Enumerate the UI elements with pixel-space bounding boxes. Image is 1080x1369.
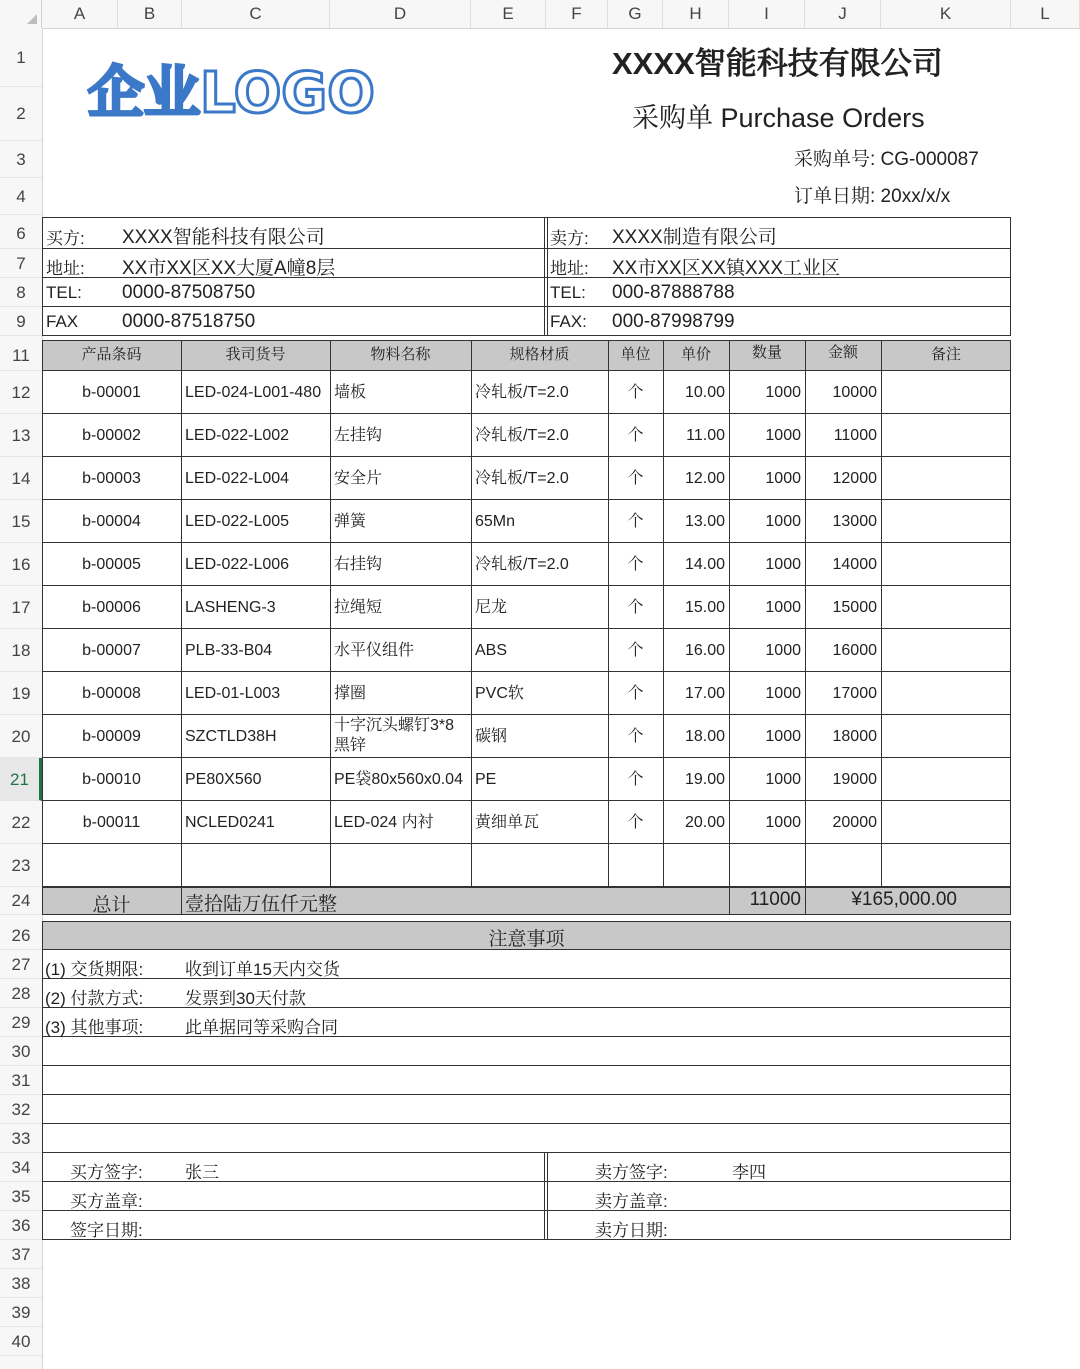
cell-qty[interactable]: 1000 xyxy=(765,513,801,530)
row-header[interactable]: 29 xyxy=(0,1008,42,1037)
column-header-k[interactable]: K xyxy=(881,0,1011,28)
cell-qty[interactable]: 1000 xyxy=(765,685,801,702)
cell-amount[interactable]: 19000 xyxy=(832,771,877,788)
cell-barcode[interactable]: b-00001 xyxy=(82,384,141,401)
row-header[interactable]: 4 xyxy=(0,178,42,215)
row-header[interactable]: 14 xyxy=(0,457,42,500)
note-text-delivery[interactable]: 收到订单15天内交货 xyxy=(185,960,340,979)
row-header[interactable]: 17 xyxy=(0,586,42,629)
cell-qty[interactable]: 1000 xyxy=(765,771,801,788)
column-header-j[interactable]: J xyxy=(805,0,881,28)
row-header[interactable]: 13 xyxy=(0,414,42,457)
cell-material-name[interactable]: 撑圈 xyxy=(334,685,367,702)
cell-material-name[interactable]: 墙板 xyxy=(334,384,367,401)
column-header-f[interactable]: F xyxy=(546,0,608,28)
col-header-amount: 金额 xyxy=(827,344,858,361)
cell-item-no[interactable]: LED-022-L004 xyxy=(185,470,290,487)
cell-unit-price[interactable]: 12.00 xyxy=(684,470,725,487)
seller-label: 卖方: xyxy=(550,229,589,248)
note-label-delivery: (1) 交货期限: xyxy=(45,960,144,979)
row-header[interactable]: 12 xyxy=(0,371,42,414)
buyer-seal-label: 买方盖章: xyxy=(70,1192,143,1211)
cell-item-no[interactable]: LED-022-L005 xyxy=(185,513,290,530)
row-header[interactable]: 6 xyxy=(0,219,42,249)
select-all-corner[interactable] xyxy=(0,0,42,28)
total-quantity[interactable]: 11000 xyxy=(749,889,801,910)
cell-unit[interactable]: 个 xyxy=(627,728,644,745)
cell-unit[interactable]: 个 xyxy=(627,427,644,444)
cell-item-no[interactable]: LED-022-L002 xyxy=(185,427,290,444)
cell-item-no[interactable]: LED-024-L001-480 xyxy=(185,384,322,401)
cell-qty[interactable]: 1000 xyxy=(765,814,801,831)
seller-tel-label: TEL: xyxy=(550,283,586,302)
cell-amount[interactable]: 15000 xyxy=(832,599,877,616)
notes-title: 注意事项 xyxy=(488,929,565,950)
cell-barcode[interactable]: b-00005 xyxy=(82,556,141,573)
cell-spec[interactable]: 冷轧板/T=2.0 xyxy=(475,427,569,444)
cell-material-name[interactable]: 弹簧 xyxy=(334,513,367,530)
svg-text:企业LOGO: 企业LOGO xyxy=(88,61,375,126)
cell-unit-price[interactable]: 17.00 xyxy=(684,685,725,702)
row-header[interactable]: 32 xyxy=(0,1095,42,1124)
cell-amount[interactable]: 18000 xyxy=(832,728,877,745)
cell-item-no[interactable]: LED-022-L006 xyxy=(185,556,290,573)
seller-address[interactable]: XX市XX区XX镇XXX工业区 xyxy=(612,258,841,279)
cell-item-no[interactable]: SZCTLD38H xyxy=(185,728,277,745)
cell-item-no[interactable]: LED-01-L003 xyxy=(185,685,281,702)
cell-spec[interactable]: 冷轧板/T=2.0 xyxy=(475,470,569,487)
col-header-unit: 单位 xyxy=(620,346,651,363)
cell-item-no[interactable]: NCLED0241 xyxy=(185,814,275,831)
cell-unit-price[interactable]: 13.00 xyxy=(684,513,725,530)
cell-material-name[interactable]: LED-024 内衬 xyxy=(334,814,434,831)
buyer-sign-label: 买方签字: xyxy=(70,1163,143,1182)
column-header-l[interactable]: L xyxy=(1011,0,1080,28)
cell-barcode[interactable]: b-00011 xyxy=(82,814,141,831)
note-label-other: (3) 其他事项: xyxy=(45,1018,144,1037)
cell-unit-price[interactable]: 18.00 xyxy=(684,728,725,745)
cell-material-name[interactable]: 左挂钩 xyxy=(334,427,383,444)
cell-unit-price[interactable]: 20.00 xyxy=(684,814,725,831)
row-header[interactable]: 7 xyxy=(0,249,42,278)
column-header-bar xyxy=(0,0,1080,29)
cell-amount[interactable]: 13000 xyxy=(832,513,877,530)
col-header-spec: 规格材质 xyxy=(509,346,570,363)
row-header[interactable]: 30 xyxy=(0,1037,42,1066)
cell-barcode[interactable]: b-00008 xyxy=(82,685,141,702)
row-header[interactable]: 15 xyxy=(0,500,42,543)
buyer-signature[interactable]: 张三 xyxy=(185,1163,219,1182)
cell-spec[interactable]: PE xyxy=(475,771,497,788)
row-header-bar xyxy=(0,28,43,1369)
buyer-tel-label: TEL: xyxy=(46,283,82,302)
buyer-fax[interactable]: 0000-87518750 xyxy=(122,311,256,332)
cell-spec[interactable]: 尼龙 xyxy=(475,599,508,616)
row-header[interactable]: 3 xyxy=(0,141,42,178)
cell-unit-price[interactable]: 14.00 xyxy=(684,556,725,573)
col-header-remark: 备注 xyxy=(930,346,961,363)
row-header[interactable]: 27 xyxy=(0,950,42,979)
cell-qty[interactable]: 1000 xyxy=(765,556,801,573)
seller-tel[interactable]: 000-87888788 xyxy=(612,282,735,303)
col-header-qty: 数量 xyxy=(751,344,782,361)
row-header[interactable]: 35 xyxy=(0,1182,42,1211)
cell-amount[interactable]: 14000 xyxy=(832,556,877,573)
total-amount[interactable]: ¥165,000.00 xyxy=(851,889,957,910)
buyer-fax-label: FAX xyxy=(46,312,79,331)
cell-barcode[interactable]: b-00002 xyxy=(82,427,141,444)
row-header[interactable]: 16 xyxy=(0,543,42,586)
row-header[interactable]: 20 xyxy=(0,715,42,758)
seller-fax[interactable]: 000-87998799 xyxy=(612,311,735,332)
cell-unit-price[interactable]: 11.00 xyxy=(686,427,725,444)
seller-name[interactable]: XXXX制造有限公司 xyxy=(612,227,777,248)
buyer-date-label: 签字日期: xyxy=(70,1221,143,1240)
buyer-tel[interactable]: 0000-87508750 xyxy=(122,282,256,303)
note-label-payment: (2) 付款方式: xyxy=(45,989,144,1008)
buyer-address[interactable]: XX市XX区XX大厦A幢8层 xyxy=(122,258,336,279)
buyer-address-label: 地址: xyxy=(46,259,85,278)
row-header[interactable]: 34 xyxy=(0,1153,42,1182)
row-header[interactable]: 19 xyxy=(0,672,42,715)
order-date: 订单日期: 20xx/x/x xyxy=(794,186,951,207)
cell-amount[interactable]: 16000 xyxy=(832,642,877,659)
cell-unit[interactable]: 个 xyxy=(627,384,644,401)
cell-spec[interactable]: PVC软 xyxy=(475,685,524,702)
column-header-e[interactable]: E xyxy=(471,0,546,28)
column-header-b[interactable]: B xyxy=(118,0,182,28)
company-title: XXXX智能科技有限公司 xyxy=(612,46,943,81)
cell-unit[interactable]: 个 xyxy=(627,771,644,788)
row-header[interactable]: 37 xyxy=(0,1240,42,1269)
cell-spec[interactable]: 冷轧板/T=2.0 xyxy=(475,384,569,401)
note-text-other[interactable]: 此单据同等采购合同 xyxy=(185,1018,338,1037)
row-header[interactable]: 36 xyxy=(0,1211,42,1240)
row-header[interactable]: 23 xyxy=(0,844,42,887)
col-header-item-no: 我司货号 xyxy=(225,346,286,363)
cell-unit[interactable]: 个 xyxy=(627,642,644,659)
cell-barcode[interactable]: b-00006 xyxy=(82,599,141,616)
cell-unit[interactable]: 个 xyxy=(627,470,644,487)
cell-unit[interactable]: 个 xyxy=(627,556,644,573)
row-header[interactable]: 11 xyxy=(0,340,42,371)
cell-material-name[interactable]: 十字沉头螺钉3*8 黑锌 xyxy=(334,717,455,754)
seller-address-label: 地址: xyxy=(550,259,589,278)
seller-seal-label: 卖方盖章: xyxy=(595,1192,668,1211)
cell-barcode[interactable]: b-00004 xyxy=(82,513,141,530)
cell-material-name[interactable]: PE袋80x560x0.04 xyxy=(334,771,463,788)
cell-amount[interactable]: 11000 xyxy=(833,427,877,444)
cell-spec[interactable]: 65Mn xyxy=(475,513,516,530)
cell-qty[interactable]: 1000 xyxy=(765,642,801,659)
cell-unit[interactable]: 个 xyxy=(627,513,644,530)
cell-unit-price[interactable]: 15.00 xyxy=(684,599,725,616)
cell-unit-price[interactable]: 19.00 xyxy=(684,771,725,788)
po-number: 采购单号: CG-000087 xyxy=(794,149,979,170)
cell-amount[interactable]: 10000 xyxy=(832,384,877,401)
seller-sign-label: 卖方签字: xyxy=(595,1163,668,1182)
row-header[interactable]: 9 xyxy=(0,307,42,336)
cell-qty[interactable]: 1000 xyxy=(765,599,801,616)
row-header[interactable]: 40 xyxy=(0,1327,42,1356)
row-header[interactable]: 28 xyxy=(0,979,42,1008)
cell-qty[interactable]: 1000 xyxy=(765,427,801,444)
seller-signature[interactable]: 李四 xyxy=(732,1163,766,1182)
cell-unit-price[interactable]: 10.00 xyxy=(684,384,725,401)
column-header-d[interactable]: D xyxy=(330,0,471,28)
row-header[interactable]: 1 xyxy=(0,28,42,87)
col-header-unit-price: 单价 xyxy=(680,346,711,363)
total-in-words[interactable]: 壹拾陆万伍仟元整 xyxy=(185,894,338,915)
cell-barcode[interactable]: b-00003 xyxy=(82,470,141,487)
cell-barcode[interactable]: b-00009 xyxy=(82,728,141,745)
cell-qty[interactable]: 1000 xyxy=(765,384,801,401)
cell-item-no[interactable]: LASHENG-3 xyxy=(185,599,276,616)
row-header[interactable]: 22 xyxy=(0,801,42,844)
cell-unit[interactable]: 个 xyxy=(627,599,644,616)
row-header[interactable]: 24 xyxy=(0,887,42,915)
cell-qty[interactable]: 1000 xyxy=(765,470,801,487)
cell-unit[interactable]: 个 xyxy=(627,814,644,831)
row-header[interactable]: 26 xyxy=(0,921,42,950)
cell-amount[interactable]: 20000 xyxy=(832,814,877,831)
cell-unit[interactable]: 个 xyxy=(627,685,644,702)
cell-unit-price[interactable]: 16.00 xyxy=(684,642,725,659)
company-logo xyxy=(86,56,406,131)
note-text-payment[interactable]: 发票到30天付款 xyxy=(185,989,306,1008)
cell-material-name[interactable]: 拉绳短 xyxy=(334,599,383,616)
row-header[interactable]: 33 xyxy=(0,1124,42,1153)
column-header-i[interactable]: I xyxy=(729,0,805,28)
buyer-label: 买方: xyxy=(46,229,85,248)
row-header[interactable]: 31 xyxy=(0,1066,42,1095)
column-header-h[interactable]: H xyxy=(663,0,729,28)
cell-item-no[interactable]: PLB-33-B04 xyxy=(185,642,273,659)
cell-barcode[interactable]: b-00007 xyxy=(82,642,141,659)
cell-barcode[interactable]: b-00010 xyxy=(82,771,141,788)
total-label: 总计 xyxy=(92,895,131,916)
seller-fax-label: FAX: xyxy=(550,312,587,331)
seller-date-label: 卖方日期: xyxy=(595,1221,668,1240)
document-title: 采购单 Purchase Orders xyxy=(632,103,925,133)
cell-material-name[interactable]: 安全片 xyxy=(334,470,383,487)
cell-spec[interactable]: ABS xyxy=(475,642,508,659)
row-header[interactable]: 18 xyxy=(0,629,42,672)
cell-amount[interactable]: 12000 xyxy=(832,470,877,487)
row-header[interactable]: 39 xyxy=(0,1298,42,1327)
cell-spec[interactable]: 冷轧板/T=2.0 xyxy=(475,556,569,573)
row-header[interactable]: 2 xyxy=(0,87,42,141)
cell-material-name[interactable]: 右挂钩 xyxy=(334,556,383,573)
cell-material-name[interactable]: 水平仪组件 xyxy=(334,642,415,659)
column-header-g[interactable]: G xyxy=(608,0,663,28)
col-header-barcode: 产品条码 xyxy=(81,346,142,363)
column-header-c[interactable]: C xyxy=(182,0,330,28)
cell-qty[interactable]: 1000 xyxy=(765,728,801,745)
col-header-material-name: 物料名称 xyxy=(370,346,431,363)
cell-item-no[interactable]: PE80X560 xyxy=(185,771,262,788)
column-header-a[interactable]: A xyxy=(42,0,118,28)
row-header[interactable]: 8 xyxy=(0,278,42,307)
cell-amount[interactable]: 17000 xyxy=(832,685,877,702)
row-header[interactable]: 38 xyxy=(0,1269,42,1298)
cell-spec[interactable]: 碳钢 xyxy=(475,728,508,745)
cell-spec[interactable]: 黄细单瓦 xyxy=(475,814,540,831)
row-header-selected[interactable]: 21 xyxy=(0,758,42,801)
buyer-name[interactable]: XXXX智能科技有限公司 xyxy=(122,227,325,248)
